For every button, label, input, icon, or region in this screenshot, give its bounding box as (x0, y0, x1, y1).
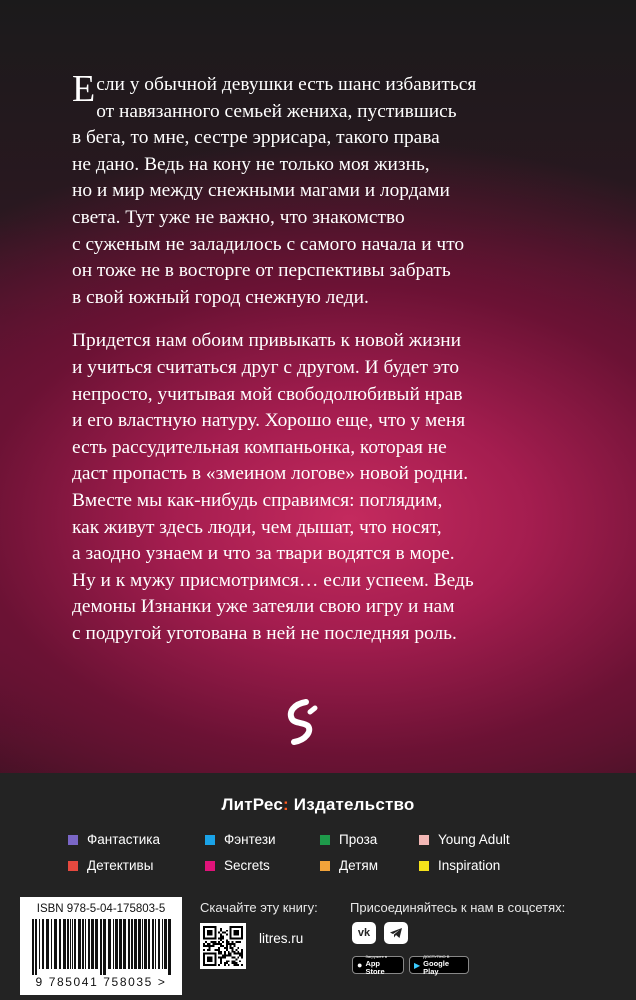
genre-color-swatch (320, 861, 330, 871)
genre-color-swatch (419, 835, 429, 845)
site-link[interactable]: litres.ru (259, 931, 304, 946)
blurb-line: света. Тут уже не важно, что знакомство (72, 206, 405, 228)
isbn-text: ISBN 978-5-04-175803-5 (36, 903, 166, 915)
blurb-line: в свой южный город снежную леди. (72, 286, 369, 308)
genre-item (419, 858, 500, 873)
blurb-line: есть рассудительная компаньонка, которая не (72, 436, 447, 458)
genre-label: Фэнтези (224, 832, 276, 847)
genre-label: Проза (339, 832, 378, 847)
blurb-line: он тоже не в восторге от перспективы забрать (72, 260, 451, 282)
genre-label: Детективы (87, 858, 154, 873)
blurb-line: непросто, учитывая мой свободолюбивый нрав (72, 383, 463, 405)
genre-color-swatch (68, 861, 78, 871)
app-store-button[interactable] (352, 956, 404, 974)
genre-color-swatch (419, 861, 429, 871)
genre-item (68, 832, 160, 847)
download-label: Скачайте эту книгу: (200, 900, 318, 915)
back-cover-blurb (72, 68, 572, 647)
genre-color-swatch (205, 861, 215, 871)
google-play-icon: ▶ (414, 960, 421, 970)
brand-suffix: Издательство (288, 795, 415, 814)
publisher-footer (0, 773, 636, 1000)
qr-code-icon[interactable] (200, 923, 246, 969)
genre-item (205, 832, 276, 847)
brand-name: ЛитРес (221, 795, 283, 814)
google-play-small: ДОСТУПНО В (423, 954, 450, 959)
genre-item (320, 858, 378, 873)
blurb-line: от навязанного семьей жениха, пустившись (96, 100, 457, 122)
app-store-small: Загрузите в (365, 954, 388, 959)
genre-color-swatch (68, 835, 78, 845)
blurb-line: и учиться считаться друг с другом. И будет это (72, 356, 460, 378)
app-store-label: App Store (365, 959, 385, 976)
genre-item (68, 858, 153, 873)
isbn-barcode-box (20, 897, 182, 995)
genre-label: Young Adult (438, 832, 510, 847)
social-label: Присоединяйтесь к нам в соцсетях: (350, 900, 566, 915)
vk-icon[interactable]: vk (352, 922, 376, 944)
telegram-icon[interactable] (384, 922, 408, 944)
blurb-line: даст пропасть в «змеином логове» новой родни. (72, 463, 469, 485)
blurb-line: не дано. Ведь на кону не только моя жизнь, (72, 153, 430, 175)
genre-color-swatch (205, 835, 215, 845)
genre-item (205, 858, 270, 873)
blurb-line: Вместе мы как-нибудь справимся: поглядим, (72, 489, 443, 511)
blurb-line: с суженым не заладилось с самого начала и что (72, 233, 465, 255)
genre-label: Фантастика (87, 832, 160, 847)
blurb-line: Придется нам обоим привыкать к новой жизни (72, 330, 461, 352)
genre-item (320, 832, 377, 847)
blurb-line: и его властную натуру. Хорошо еще, что у меня (72, 410, 466, 432)
drop-cap: Е (72, 68, 96, 110)
genre-list (68, 832, 568, 892)
blurb-line: но и мир между снежными магами и лордами (72, 180, 450, 202)
blurb-line: сли у обычной девушки есть шанс избавиться (96, 74, 477, 95)
brand-colon: : (282, 795, 289, 814)
blurb-line: а заодно узнаем и что за твари водятся в море. (72, 543, 455, 565)
publisher-logo-icon (280, 698, 322, 746)
blurb-paragraph-2 (72, 328, 572, 647)
genre-color-swatch (320, 835, 330, 845)
genre-item (419, 832, 510, 847)
blurb-line: в бега, то мне, сестре эррисара, такого права (72, 127, 440, 149)
blurb-line: как живут здесь люди, чем дышат, что носят, (72, 516, 442, 538)
barcode-digits: 9 785041 758035 > (35, 975, 167, 989)
google-play-label: Google Play (423, 959, 449, 976)
barcode-icon (30, 919, 172, 975)
blurb-line: Ну и к мужу присмотримся… если успеем. Ведь (72, 569, 474, 591)
genre-label: Детям (339, 858, 378, 873)
blurb-line: с подругой уготована в ней не последняя роль. (72, 622, 457, 644)
blurb-line: демоны Изнанки уже затеяли свою игру и нам (72, 596, 455, 618)
publisher-brand (0, 795, 636, 815)
genre-label: Secrets (224, 858, 270, 873)
apple-icon: ● (357, 960, 363, 970)
google-play-button[interactable] (409, 956, 469, 974)
genre-label: Inspiration (438, 858, 501, 873)
blurb-paragraph-1 (72, 68, 572, 311)
